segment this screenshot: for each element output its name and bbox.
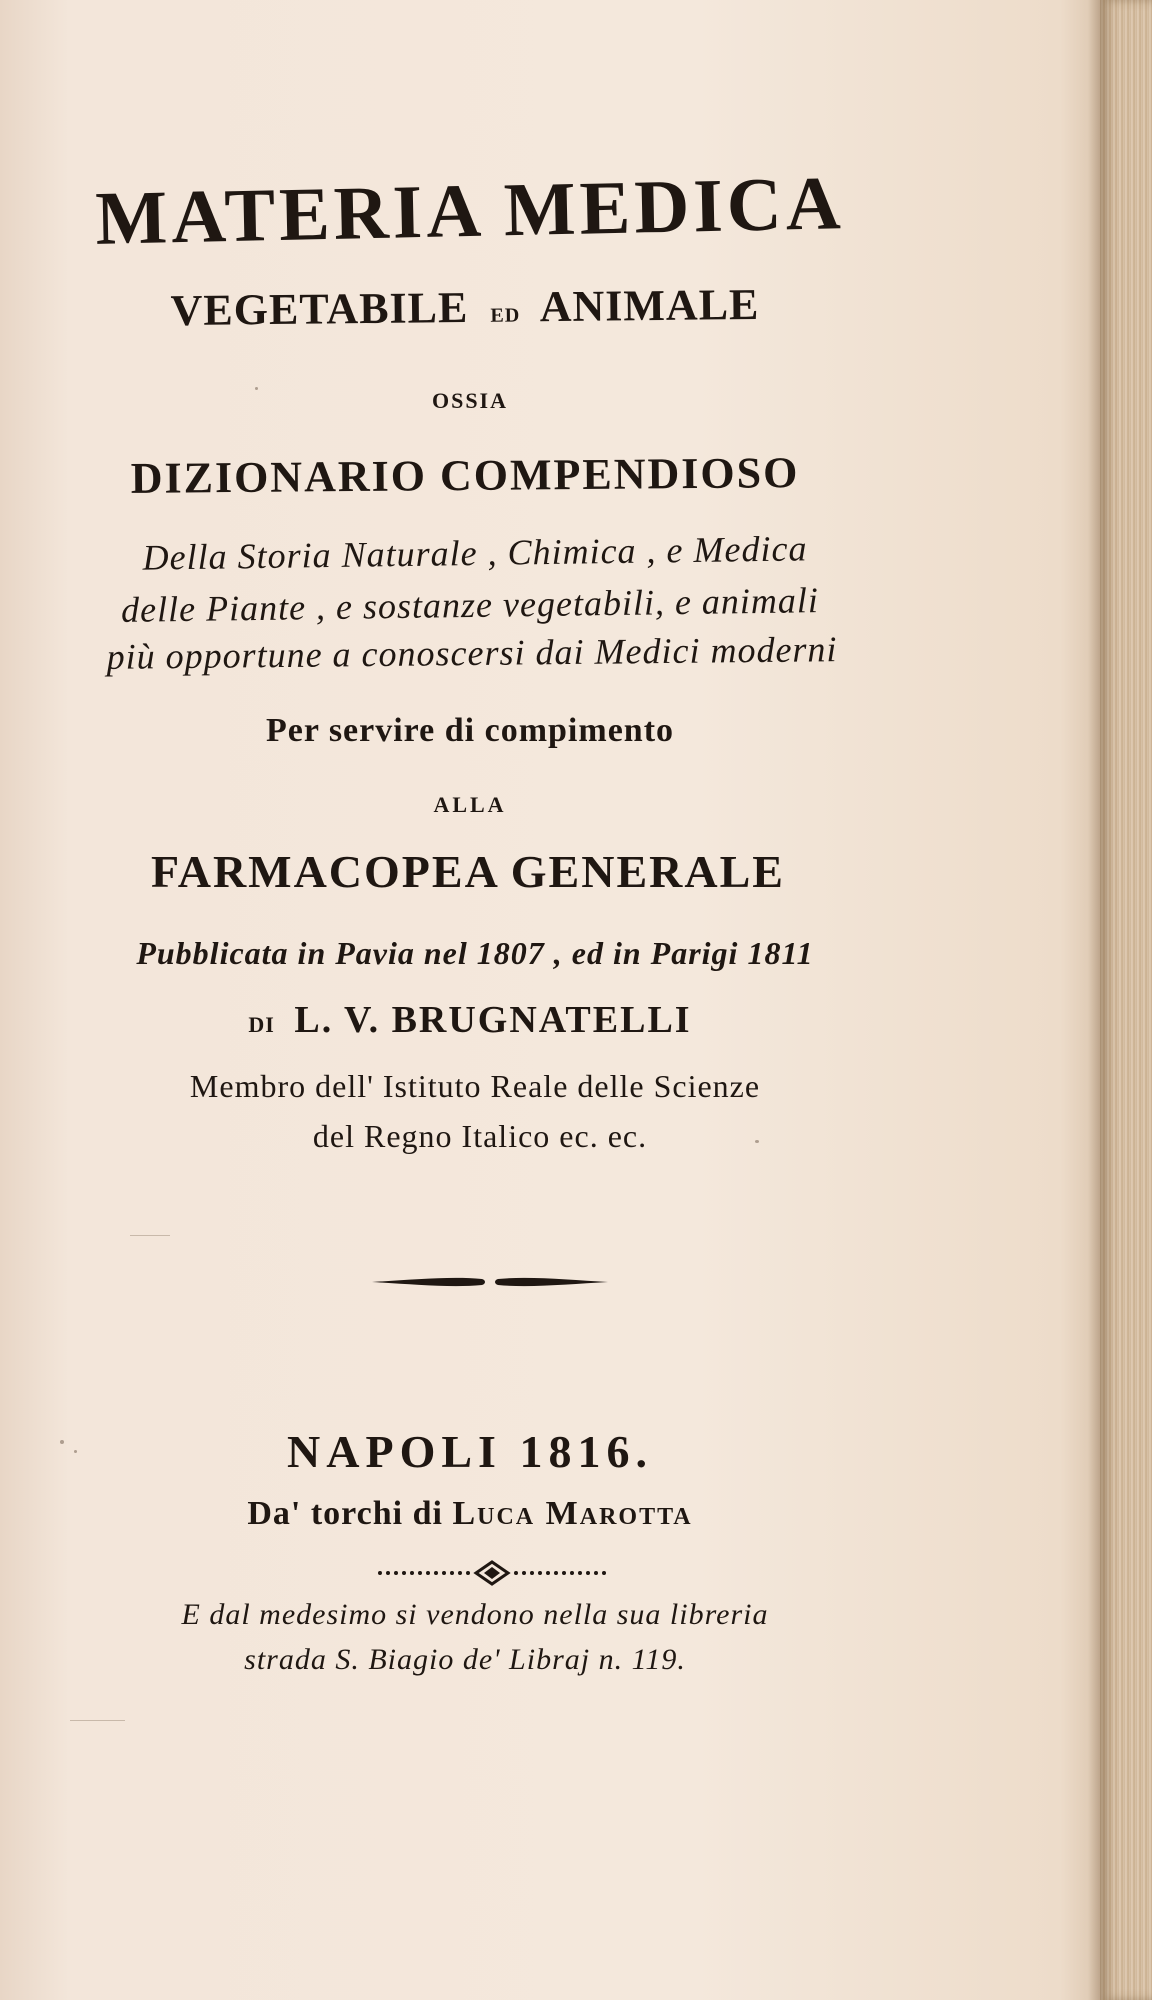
- author-di: DI: [248, 1012, 275, 1037]
- farmacopea-heading: FARMACOPEA GENERALE: [151, 846, 785, 897]
- publication-line: Pubblicata in Pavia nel 1807 , ed in Parigi 1811: [136, 935, 814, 971]
- subtitle-vegetabile: VEGETABILE: [170, 282, 469, 336]
- book-title: MATERIA MEDICA: [94, 161, 846, 261]
- printer-prefix: Da' torchi di: [247, 1495, 443, 1532]
- book-subtitle: [0, 276, 1015, 339]
- membership-line-2: del Regno Italico ec. ec.: [312, 1118, 648, 1154]
- paper-speck: [74, 1450, 77, 1453]
- imprint-place-year: NAPOLI 1816.: [287, 1426, 653, 1477]
- printer-name: Luca Marotta: [452, 1495, 693, 1532]
- page-edges: [1100, 0, 1152, 2000]
- paper-mark: [130, 1235, 170, 1236]
- printer-line: [0, 1495, 1020, 1533]
- paper-speck: [255, 387, 258, 390]
- sale-line-1: E dal medesimo si vendono nella sua libreria: [181, 1598, 769, 1631]
- fleuron-ornament-icon: [372, 1558, 612, 1588]
- author-name: L. V. BRUGNATELLI: [294, 999, 692, 1041]
- author-line: [0, 998, 1020, 1042]
- printers-ornament: [372, 1558, 612, 1588]
- membership-line-1: Membro dell' Istituto Reale delle Scienze: [189, 1068, 761, 1104]
- servire-line: Per servire di compimento: [265, 712, 675, 749]
- swell-rule-icon: [370, 1270, 610, 1294]
- paper-speck: [755, 1140, 759, 1143]
- sale-line-2: strada S. Biagio de' Libraj n. 119.: [244, 1643, 686, 1676]
- paper-speck: [60, 1440, 64, 1444]
- decorative-rule: [370, 1270, 610, 1294]
- description-line-1: Della Storia Naturale , Chimica , e Medica: [142, 528, 808, 578]
- ossia-text: OSSIA: [431, 388, 509, 413]
- description-line-3: più opportune a conoscersi dai Medici moderni: [106, 629, 838, 677]
- subtitle-ed: ED: [490, 304, 521, 327]
- paper-mark: [70, 1720, 125, 1721]
- dizionario-heading: DIZIONARIO COMPENDIOSO: [130, 448, 800, 503]
- subtitle-animale: ANIMALE: [539, 279, 760, 332]
- description-line-2: delle Piante , e sostanze vegetabili, e animali: [120, 580, 820, 630]
- alla-text: ALLA: [433, 792, 507, 817]
